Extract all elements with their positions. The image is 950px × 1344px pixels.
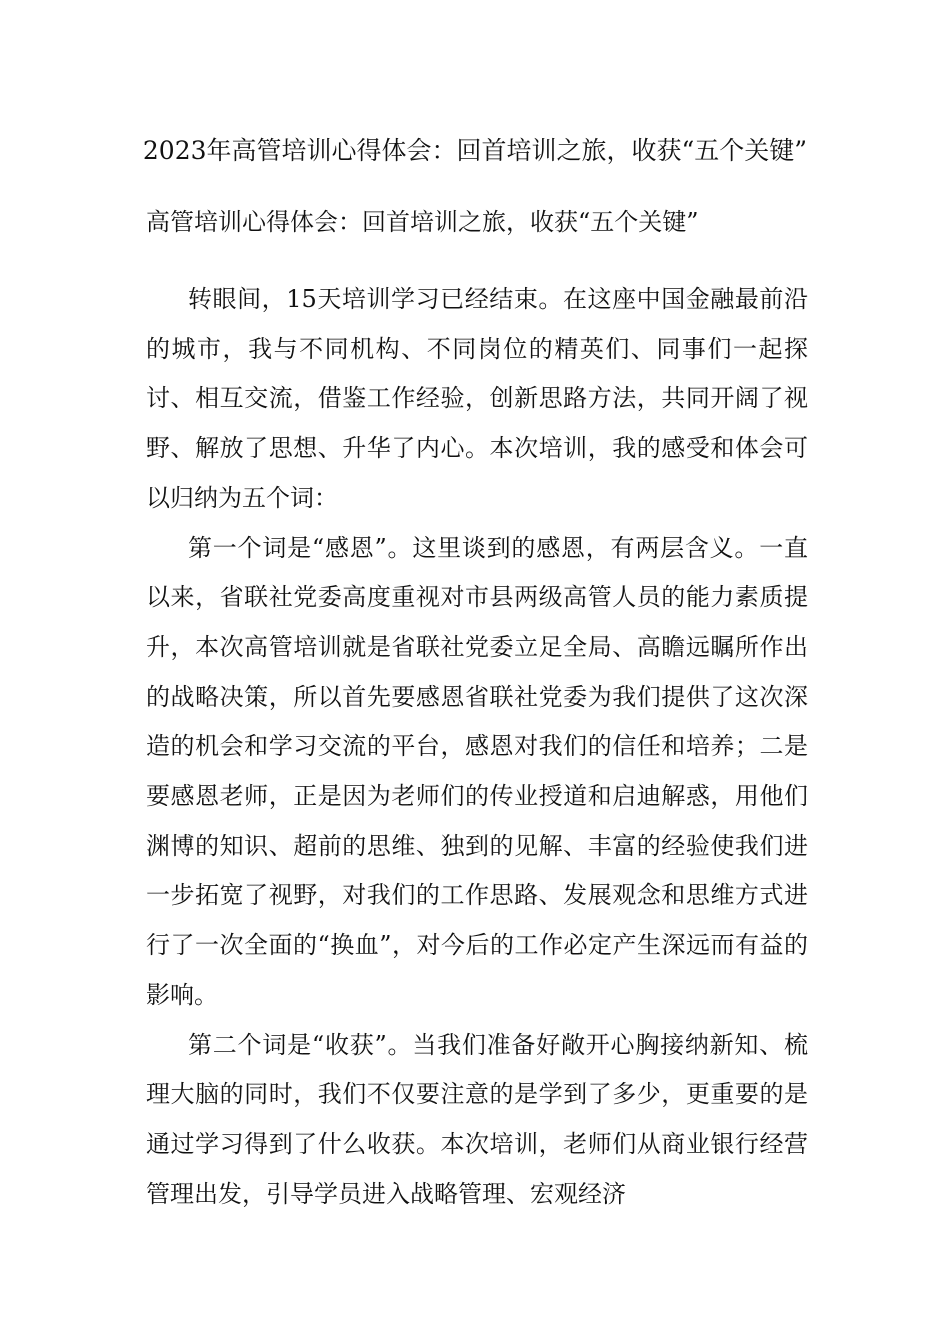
paragraph: 第二个词是“收获”。当我们准备好敞开心胸接纳新知、梳理大脑的同时，我们不仅要注意的是学到了多少，更重要的是通过学习得到了什么收获。本次培训，老师们从商业银行经营管理出发，引导学员进入战略管理、宏观经济 bbox=[146, 1030, 808, 1208]
document-subtitle: 高管培训心得体会：回首培训之旅，收获“五个关键” bbox=[146, 208, 699, 236]
paragraph: 转眼间，15天培训学习已经结束。在这座中国金融最前沿的城市，我与不同机构、不同岗位的精英们、同事们一起探讨、相互交流，借鉴工作经验，创新思路方法，共同开阔了视野、解放了思想、升华了内心。本次培训，我的感受和体会可以归纳为五个词： bbox=[146, 285, 808, 512]
document-title: 2023年高管培训心得体会：回首培训之旅，收获“五个关键” bbox=[142, 136, 808, 165]
paragraph: 第一个词是“感恩”。这里谈到的感恩，有两层含义。一直以来，省联社党委高度重视对市县两级高管人员的能力素质提升，本次高管培训就是省联社党委立足全局、高瞻远瞩所作出的战略决策，所以首先要感恩省联社党委为我们提供了这次深造的机会和学习交流的平台，感恩对我们的信任和培养；二是要感恩老师，正是因为老师们的传业授道和启迪解惑，用他们渊博的知识、超前的思维、独到的见解、丰富的经验使我们进一步拓宽了视野，对我们的工作思路、发展观念和思维方式进行了一次全面的“换血”，对今后的工作必定产生深远而有益的影响。 bbox=[146, 533, 808, 1009]
document-body bbox=[146, 275, 808, 1219]
